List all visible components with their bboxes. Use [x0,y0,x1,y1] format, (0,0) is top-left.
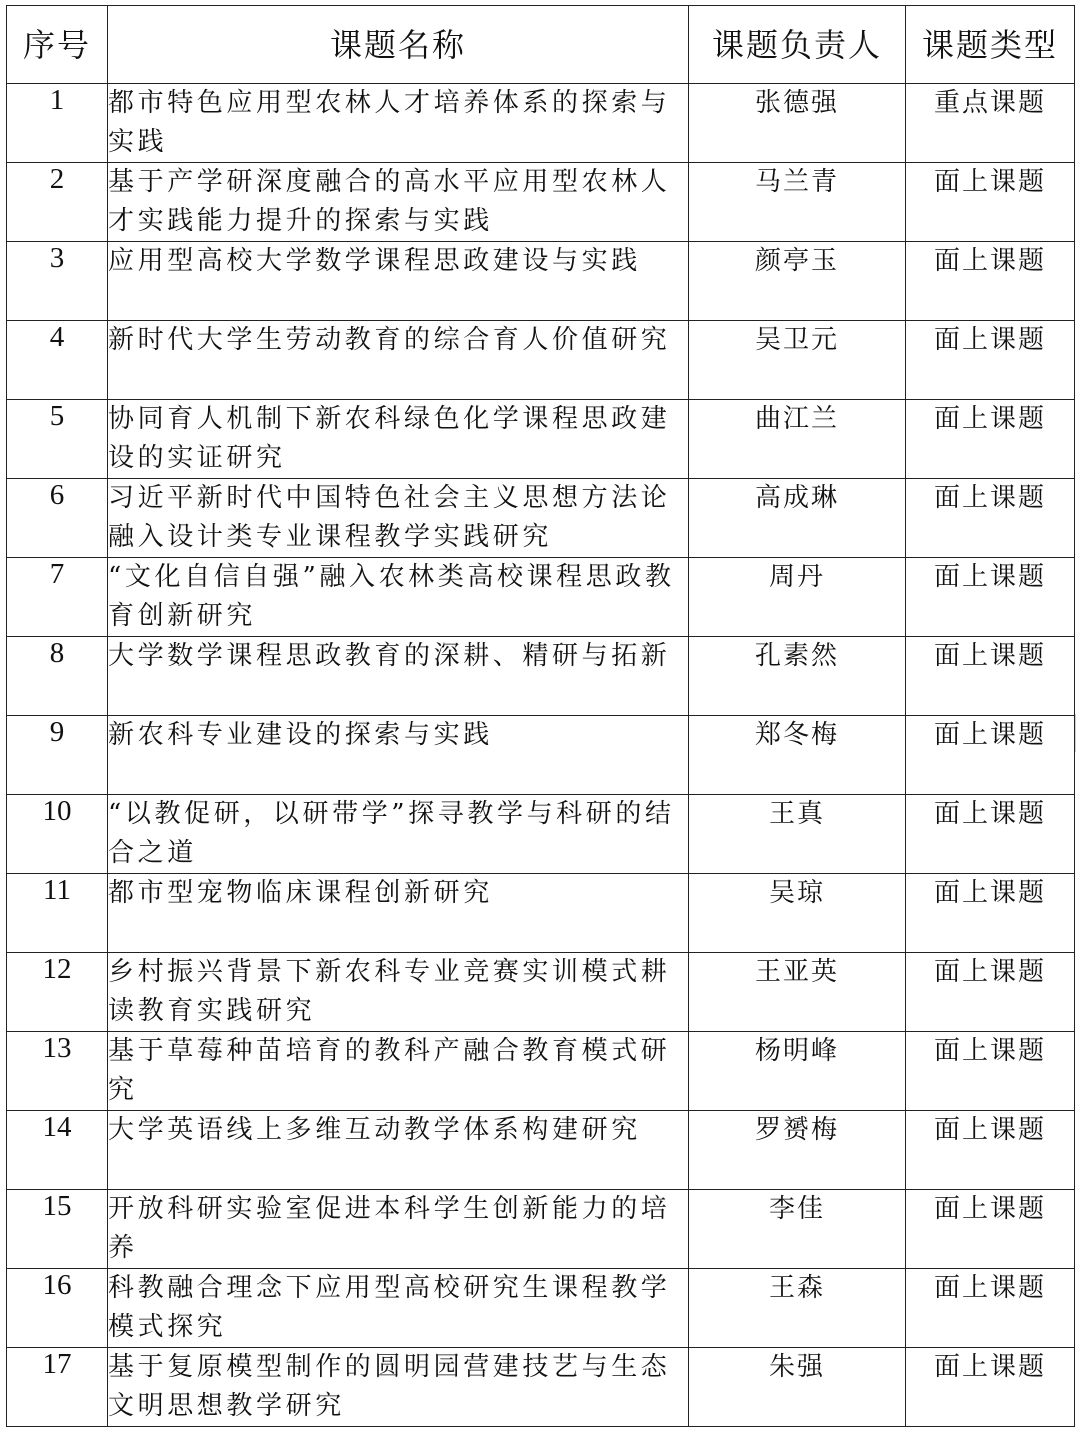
row-index: 6 [7,479,108,558]
page-edge-mark [1075,714,1080,752]
table-row [7,795,1075,874]
row-type: 面上课题 [906,874,1075,953]
row-title: 都市型宠物临床课程创新研究 [108,874,689,953]
row-title: 习近平新时代中国特色社会主义思想方法论融入设计类专业课程教学实践研究 [108,479,689,558]
row-title: 基于产学研深度融合的高水平应用型农林人才实践能力提升的探索与实践 [108,163,689,242]
table-row [7,321,1075,400]
row-title: 基于复原模型制作的圆明园营建技艺与生态文明思想教学研究 [108,1348,689,1427]
row-leader: 颜亭玉 [689,242,906,321]
row-index: 10 [7,795,108,874]
table-row [7,163,1075,242]
row-leader: 郑冬梅 [689,716,906,795]
table-row [7,1111,1075,1190]
row-type: 面上课题 [906,953,1075,1032]
table-row [7,1190,1075,1269]
row-leader: 马兰青 [689,163,906,242]
table-row [7,716,1075,795]
row-type: 面上课题 [906,1111,1075,1190]
row-leader: 高成琳 [689,479,906,558]
row-type: 面上课题 [906,1269,1075,1348]
row-type: 面上课题 [906,558,1075,637]
header-leader: 课题负责人 [689,6,906,84]
table-row [7,1269,1075,1348]
row-title: 新时代大学生劳动教育的综合育人价值研究 [108,321,689,400]
row-type: 面上课题 [906,400,1075,479]
row-leader: 曲江兰 [689,400,906,479]
row-title: 开放科研实验室促进本科学生创新能力的培养 [108,1190,689,1269]
row-leader: 李佳 [689,1190,906,1269]
row-type: 面上课题 [906,795,1075,874]
row-title: 新农科专业建设的探索与实践 [108,716,689,795]
table-row [7,84,1075,163]
row-leader: 吴琼 [689,874,906,953]
row-index: 1 [7,84,108,163]
row-title: “文化自信自强”融入农林类高校课程思政教育创新研究 [108,558,689,637]
row-title: 科教融合理念下应用型高校研究生课程教学模式探究 [108,1269,689,1348]
row-type: 面上课题 [906,163,1075,242]
table-row [7,479,1075,558]
row-index: 2 [7,163,108,242]
row-index: 16 [7,1269,108,1348]
table-row [7,874,1075,953]
project-table [6,5,1075,1427]
row-index: 9 [7,716,108,795]
row-index: 3 [7,242,108,321]
row-title: 乡村振兴背景下新农科专业竞赛实训模式耕读教育实践研究 [108,953,689,1032]
row-leader: 朱强 [689,1348,906,1427]
row-leader: 杨明峰 [689,1032,906,1111]
row-leader: 周丹 [689,558,906,637]
row-leader: 王真 [689,795,906,874]
row-index: 7 [7,558,108,637]
row-type: 面上课题 [906,716,1075,795]
row-index: 4 [7,321,108,400]
row-index: 14 [7,1111,108,1190]
row-title: 基于草莓种苗培育的教科产融合教育模式研究 [108,1032,689,1111]
row-leader: 罗赟梅 [689,1111,906,1190]
row-type: 面上课题 [906,1032,1075,1111]
row-index: 17 [7,1348,108,1427]
table-row [7,637,1075,716]
row-title: 大学数学课程思政教育的深耕、精研与拓新 [108,637,689,716]
row-type: 面上课题 [906,1190,1075,1269]
row-index: 12 [7,953,108,1032]
row-type: 面上课题 [906,1348,1075,1427]
table-row [7,1348,1075,1427]
header-index: 序号 [7,6,108,84]
table-row [7,953,1075,1032]
row-index: 15 [7,1190,108,1269]
table-row [7,242,1075,321]
row-index: 11 [7,874,108,953]
row-leader: 王亚英 [689,953,906,1032]
row-title: 协同育人机制下新农科绿色化学课程思政建设的实证研究 [108,400,689,479]
row-title: “以教促研，以研带学”探寻教学与科研的结合之道 [108,795,689,874]
table-row [7,400,1075,479]
row-index: 13 [7,1032,108,1111]
row-type: 重点课题 [906,84,1075,163]
row-type: 面上课题 [906,242,1075,321]
row-index: 5 [7,400,108,479]
row-leader: 张德强 [689,84,906,163]
row-title: 都市特色应用型农林人才培养体系的探索与实践 [108,84,689,163]
row-leader: 吴卫元 [689,321,906,400]
table-body [7,84,1075,1427]
row-title: 应用型高校大学数学课程思政建设与实践 [108,242,689,321]
header-title: 课题名称 [108,6,689,84]
row-type: 面上课题 [906,637,1075,716]
row-type: 面上课题 [906,321,1075,400]
table-row [7,558,1075,637]
table-row [7,1032,1075,1111]
row-index: 8 [7,637,108,716]
header-row [7,6,1075,84]
header-type: 课题类型 [906,6,1075,84]
row-type: 面上课题 [906,479,1075,558]
row-title: 大学英语线上多维互动教学体系构建研究 [108,1111,689,1190]
row-leader: 孔素然 [689,637,906,716]
table-header [7,6,1075,84]
row-leader: 王森 [689,1269,906,1348]
